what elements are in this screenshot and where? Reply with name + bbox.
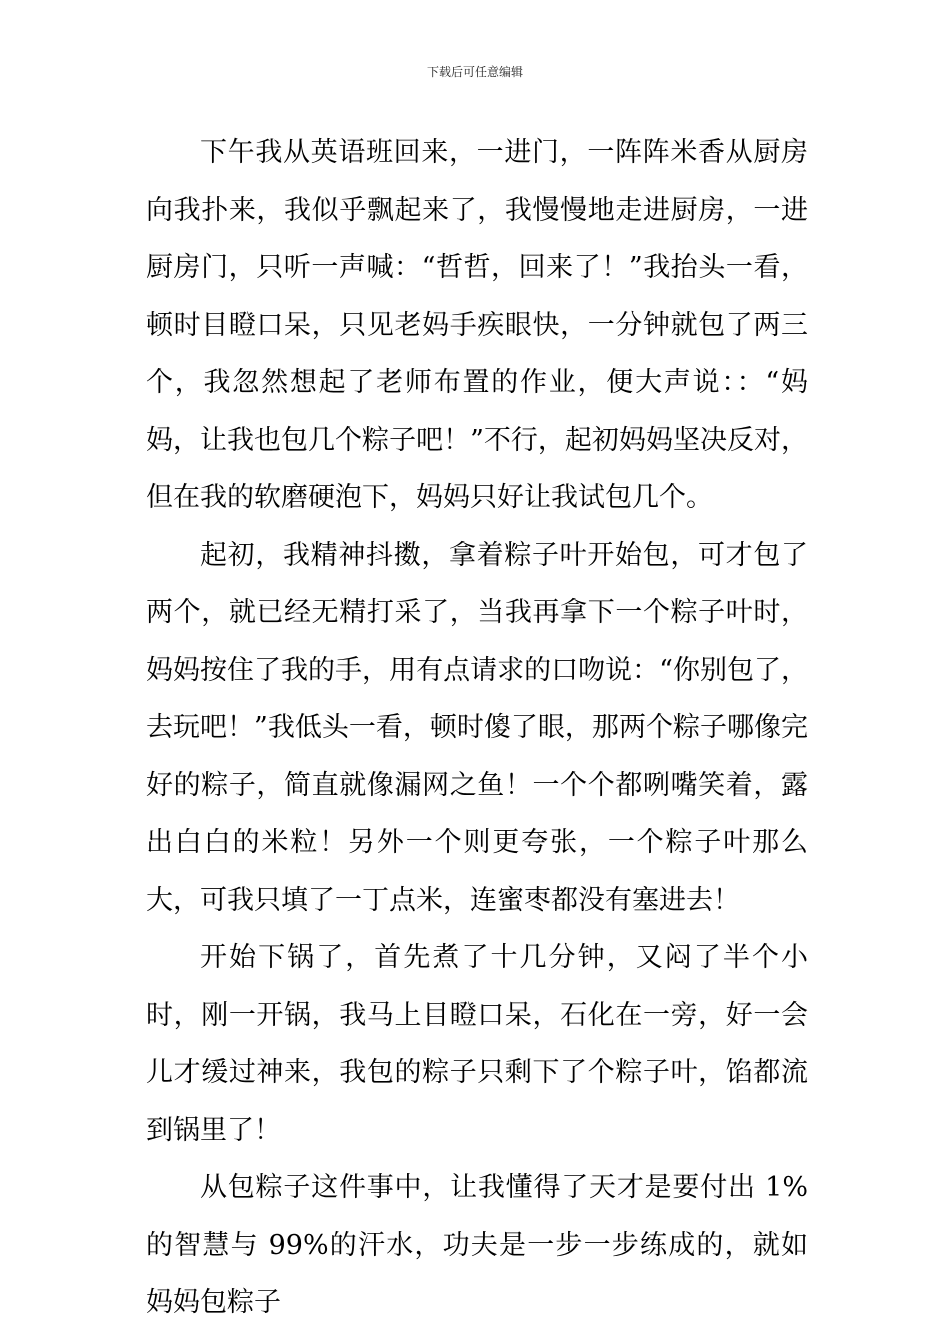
page-header: 下载后可任意编辑 (426, 65, 523, 79)
paragraph-4: 从包粽子这件事中，让我懂得了天才是要付出 1%的智慧与 99%的汗水，功夫是一步一步练成的，就如妈妈包粽子 (146, 1172, 808, 1318)
paragraph-1: 下午我从英语班回来，一进门，一阵阵米香从厨房向我扑来，我似乎飘起来了，我慢慢地走进厨房，一进厨房门，只听一声喊：“哲哲，回来了！”我抬头一看，顿时目瞪口呆，只见老妈手疾眼快，一分钟就包了两三个，我忽然想起了老师布置的作业，便大声说：：“妈妈，让我也包几个粽子吧！”不行，起初妈妈坚决反对，但在我的软磨硬泡下，妈妈只好让我试包几个。 (146, 137, 808, 513)
paragraph-2: 起初，我精神抖擞，拿着粽子叶开始包，可才包了两个，就已经无精打采了，当我再拿下一个粽子叶时，妈妈按住了我的手，用有点请求的口吻说：“你别包了，去玩吧！”我低头一看，顿时傻了眼，那两个粽子哪像完好的粽子，简直就像漏网之鱼！一个个都咧嘴笑着，露出白白的米粒！另外一个则更夸张，一个粽子叶那么大，可我只填了一丁点米，连蜜枣都没有塞进去！ (146, 539, 808, 916)
paragraph-3: 开始下锅了，首先煮了十几分钟，又闷了半个小时，刚一开锅，我马上目瞪口呆，石化在一旁，好一会儿才缓过神来，我包的粽子只剩下了个粽子叶，馅都流到锅里了！ (146, 942, 808, 1146)
body-text (146, 124, 808, 1332)
